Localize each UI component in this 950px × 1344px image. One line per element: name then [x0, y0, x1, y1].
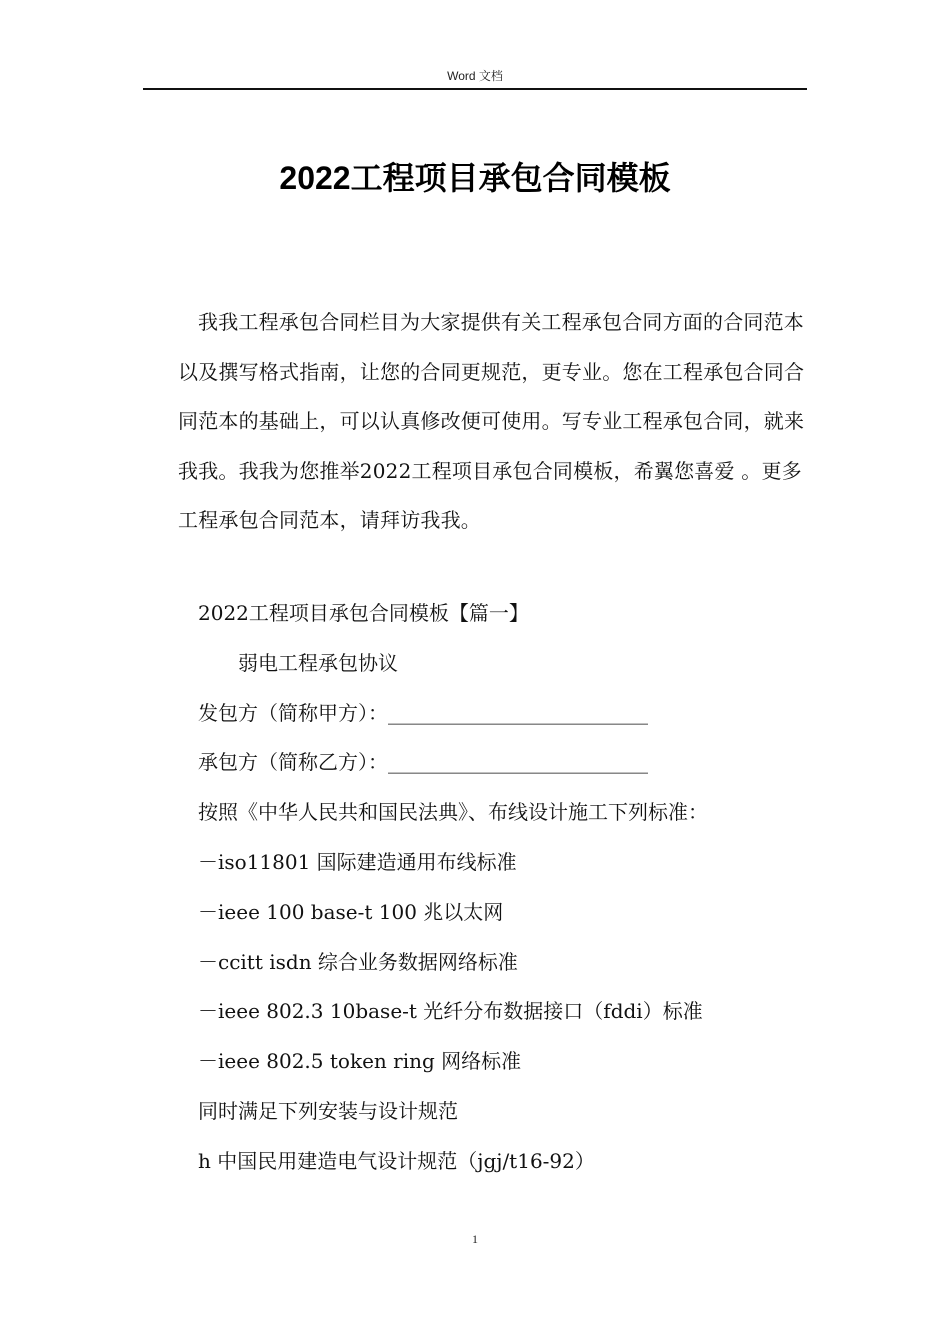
party-b-line: 承包方（简称乙方）：__________________________ [198, 750, 648, 775]
agreement-title: 弱电工程承包协议 [238, 650, 398, 675]
header-text: Word 文档 [447, 69, 503, 83]
standard-item: －ccitt isdn 综合业务数据网络标准 [198, 949, 518, 974]
intro-paragraph: 我我工程承包合同栏目为大家提供有关工程承包合同方面的合同范本以及撰写格式指南，让您的合同更规范，更专业。您在工程承包合同合同范本的基础上，可以认真修改便可使用。写专业工程承包合同，就来我我。我我为您推举2022工程项目承包合同模板，希翼您喜爱 。更多工程承包合同范本，请拜访我我。 [178, 310, 805, 532]
document-title: 2022工程项目承包合同模板 [279, 160, 671, 196]
specs-intro: 同时满足下列安装与设计规范 [198, 1098, 458, 1123]
page-number: 1 [472, 1232, 478, 1246]
spec-item: h 中国民用建造电气设计规范（jgj/t16-92） [198, 1148, 595, 1173]
page-header [143, 66, 807, 90]
standard-item: －iso11801 国际建造通用布线标准 [198, 849, 517, 874]
standard-item: －ieee 802.5 token ring 网络标准 [198, 1049, 522, 1074]
contract-section [198, 595, 818, 1193]
standard-item: －ieee 100 base-t 100 兆以太网 [198, 899, 504, 924]
party-a-line: 发包方（简称甲方）：__________________________ [198, 700, 648, 725]
standard-item: －ieee 802.3 10base-t 光纤分布数据接口（fddi）标准 [198, 999, 703, 1024]
standards-intro: 按照《中华人民共和国民法典》、布线设计施工下列标准： [198, 800, 708, 825]
section-heading: 2022工程项目承包合同模板【篇一】 [198, 601, 529, 625]
